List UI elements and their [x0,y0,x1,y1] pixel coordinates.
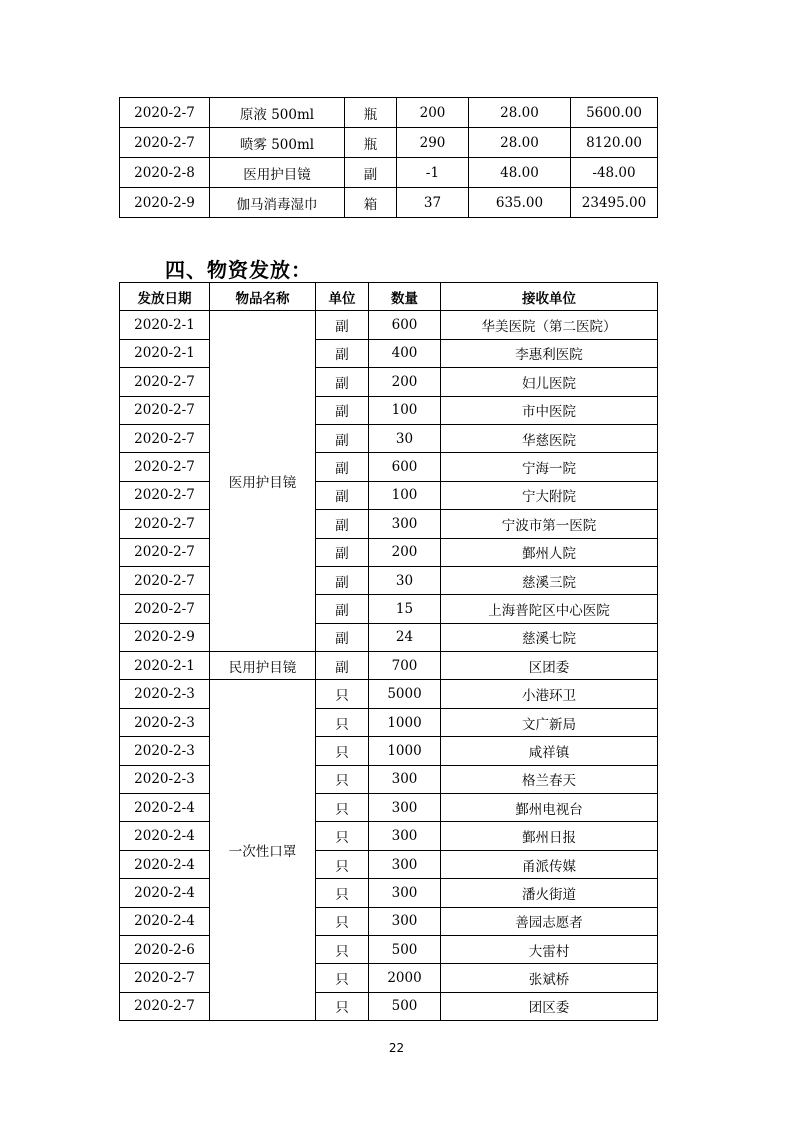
unit-cell: 副 [316,424,369,452]
unit-cell: 只 [316,992,369,1020]
quantity-cell: 500 [369,992,441,1020]
recipient-cell: 潘火街道 [441,879,658,907]
quantity-cell: 600 [369,311,441,339]
recipient-cell: 文广新局 [441,708,658,736]
quantity-cell: -1 [397,158,469,188]
date-cell: 2020-2-3 [120,737,210,765]
table-row [120,680,658,708]
recipient-cell: 咸祥镇 [441,737,658,765]
quantity-cell: 500 [369,935,441,963]
table-row [120,964,658,992]
distribution-table-body [120,311,658,1021]
date-cell: 2020-2-7 [120,595,210,623]
quantity-cell: 1000 [369,737,441,765]
unit-cell: 瓶 [345,98,397,128]
unit-cell: 只 [316,850,369,878]
item-cell: 喷雾 500ml [210,128,345,158]
date-cell: 2020-2-7 [120,98,210,128]
date-cell: 2020-2-8 [120,158,210,188]
unit-cell: 副 [316,339,369,367]
date-cell: 2020-2-7 [120,538,210,566]
item-name-cell: 医用护目镜 [210,311,316,652]
table-row [120,339,658,367]
amount-cell: 23495.00 [571,188,658,218]
recipient-cell: 李惠利医院 [441,339,658,367]
amount-cell: -48.00 [571,158,658,188]
recipient-cell: 慈溪七院 [441,623,658,651]
quantity-cell: 700 [369,652,441,680]
date-cell: 2020-2-7 [120,424,210,452]
table-row [120,765,658,793]
table-row [120,935,658,963]
date-cell: 2020-2-7 [120,368,210,396]
unit-cell: 副 [316,566,369,594]
date-cell: 2020-2-7 [120,481,210,509]
table-row [120,188,658,218]
quantity-cell: 24 [369,623,441,651]
unit-cell: 只 [316,879,369,907]
item-name-cell: 民用护目镜 [210,652,316,680]
date-cell: 2020-2-9 [120,623,210,651]
price-cell: 28.00 [469,98,571,128]
recipient-cell: 华慈医院 [441,424,658,452]
recipient-cell: 宁波市第一医院 [441,510,658,538]
quantity-cell: 290 [397,128,469,158]
table-row [120,481,658,509]
unit-cell: 副 [316,510,369,538]
date-cell: 2020-2-4 [120,879,210,907]
unit-cell: 箱 [345,188,397,218]
table-row [120,879,658,907]
date-cell: 2020-2-1 [120,311,210,339]
date-cell: 2020-2-3 [120,680,210,708]
unit-cell: 瓶 [345,128,397,158]
unit-cell: 只 [316,737,369,765]
table-row [120,907,658,935]
quantity-cell: 300 [369,794,441,822]
quantity-cell: 2000 [369,964,441,992]
item-cell: 伽马消毒湿巾 [210,188,345,218]
table-row [120,424,658,452]
date-cell: 2020-2-3 [120,765,210,793]
price-cell: 635.00 [469,188,571,218]
date-cell: 2020-2-7 [120,566,210,594]
recipient-cell: 宁海一院 [441,453,658,481]
recipient-cell: 区团委 [441,652,658,680]
unit-cell: 只 [316,907,369,935]
recipient-cell: 团区委 [441,992,658,1020]
table-row [120,311,658,339]
recipient-cell: 市中医院 [441,396,658,424]
quantity-cell: 200 [397,98,469,128]
quantity-cell: 600 [369,453,441,481]
date-cell: 2020-2-4 [120,850,210,878]
page-number: 22 [388,1041,405,1055]
date-cell: 2020-2-9 [120,188,210,218]
recipient-cell: 大雷村 [441,935,658,963]
distribution-header-row [120,283,658,311]
table-row [120,850,658,878]
date-cell: 2020-2-7 [120,992,210,1020]
unit-cell: 副 [345,158,397,188]
expense-table [119,97,658,218]
quantity-cell: 300 [369,765,441,793]
unit-cell: 只 [316,708,369,736]
distribution-table [119,282,658,1021]
table-row [120,368,658,396]
quantity-cell: 15 [369,595,441,623]
unit-cell: 只 [316,765,369,793]
date-cell: 2020-2-7 [120,128,210,158]
table-row [120,158,658,188]
unit-cell: 副 [316,311,369,339]
quantity-cell: 100 [369,396,441,424]
amount-cell: 5600.00 [571,98,658,128]
quantity-cell: 300 [369,907,441,935]
header-date: 发放日期 [120,283,210,311]
unit-cell: 副 [316,595,369,623]
table-row [120,794,658,822]
unit-cell: 只 [316,794,369,822]
date-cell: 2020-2-4 [120,794,210,822]
date-cell: 2020-2-6 [120,935,210,963]
recipient-cell: 鄞州电视台 [441,794,658,822]
expense-table-body [120,98,658,218]
date-cell: 2020-2-4 [120,822,210,850]
section-title: 四、物资发放： [165,258,312,282]
table-row [120,128,658,158]
recipient-cell: 格兰春天 [441,765,658,793]
recipient-cell: 甬派传媒 [441,850,658,878]
unit-cell: 副 [316,453,369,481]
recipient-cell: 小港环卫 [441,680,658,708]
recipient-cell: 宁大附院 [441,481,658,509]
table-row [120,98,658,128]
unit-cell: 只 [316,935,369,963]
header-recipient: 接收单位 [441,283,658,311]
date-cell: 2020-2-1 [120,339,210,367]
quantity-cell: 300 [369,879,441,907]
table-row [120,538,658,566]
recipient-cell: 上海普陀区中心医院 [441,595,658,623]
recipient-cell: 张斌桥 [441,964,658,992]
table-row [120,510,658,538]
recipient-cell: 鄞州日报 [441,822,658,850]
table-row [120,737,658,765]
quantity-cell: 1000 [369,708,441,736]
recipient-cell: 慈溪三院 [441,566,658,594]
amount-cell: 8120.00 [571,128,658,158]
date-cell: 2020-2-7 [120,964,210,992]
unit-cell: 只 [316,822,369,850]
header-quantity: 数量 [369,283,441,311]
quantity-cell: 30 [369,566,441,594]
price-cell: 28.00 [469,128,571,158]
date-cell: 2020-2-4 [120,907,210,935]
quantity-cell: 200 [369,538,441,566]
quantity-cell: 300 [369,850,441,878]
table-row [120,822,658,850]
date-cell: 2020-2-7 [120,396,210,424]
header-unit: 单位 [316,283,369,311]
recipient-cell: 华美医院（第二医院） [441,311,658,339]
unit-cell: 副 [316,481,369,509]
item-name-cell: 一次性口罩 [210,680,316,1021]
table-row [120,595,658,623]
quantity-cell: 100 [369,481,441,509]
date-cell: 2020-2-7 [120,453,210,481]
table-row [120,566,658,594]
quantity-cell: 5000 [369,680,441,708]
table-row [120,453,658,481]
table-row [120,708,658,736]
quantity-cell: 300 [369,822,441,850]
item-cell: 医用护目镜 [210,158,345,188]
unit-cell: 只 [316,964,369,992]
recipient-cell: 善园志愿者 [441,907,658,935]
price-cell: 48.00 [469,158,571,188]
table-row [120,992,658,1020]
unit-cell: 副 [316,538,369,566]
table-row [120,623,658,651]
quantity-cell: 30 [369,424,441,452]
unit-cell: 副 [316,623,369,651]
unit-cell: 副 [316,368,369,396]
date-cell: 2020-2-3 [120,708,210,736]
item-cell: 原液 500ml [210,98,345,128]
quantity-cell: 400 [369,339,441,367]
quantity-cell: 37 [397,188,469,218]
unit-cell: 只 [316,680,369,708]
recipient-cell: 妇儿医院 [441,368,658,396]
header-item: 物品名称 [210,283,316,311]
recipient-cell: 鄞州人院 [441,538,658,566]
unit-cell: 副 [316,396,369,424]
date-cell: 2020-2-7 [120,510,210,538]
quantity-cell: 300 [369,510,441,538]
table-row [120,396,658,424]
date-cell: 2020-2-1 [120,652,210,680]
quantity-cell: 200 [369,368,441,396]
table-row [120,652,658,680]
unit-cell: 副 [316,652,369,680]
